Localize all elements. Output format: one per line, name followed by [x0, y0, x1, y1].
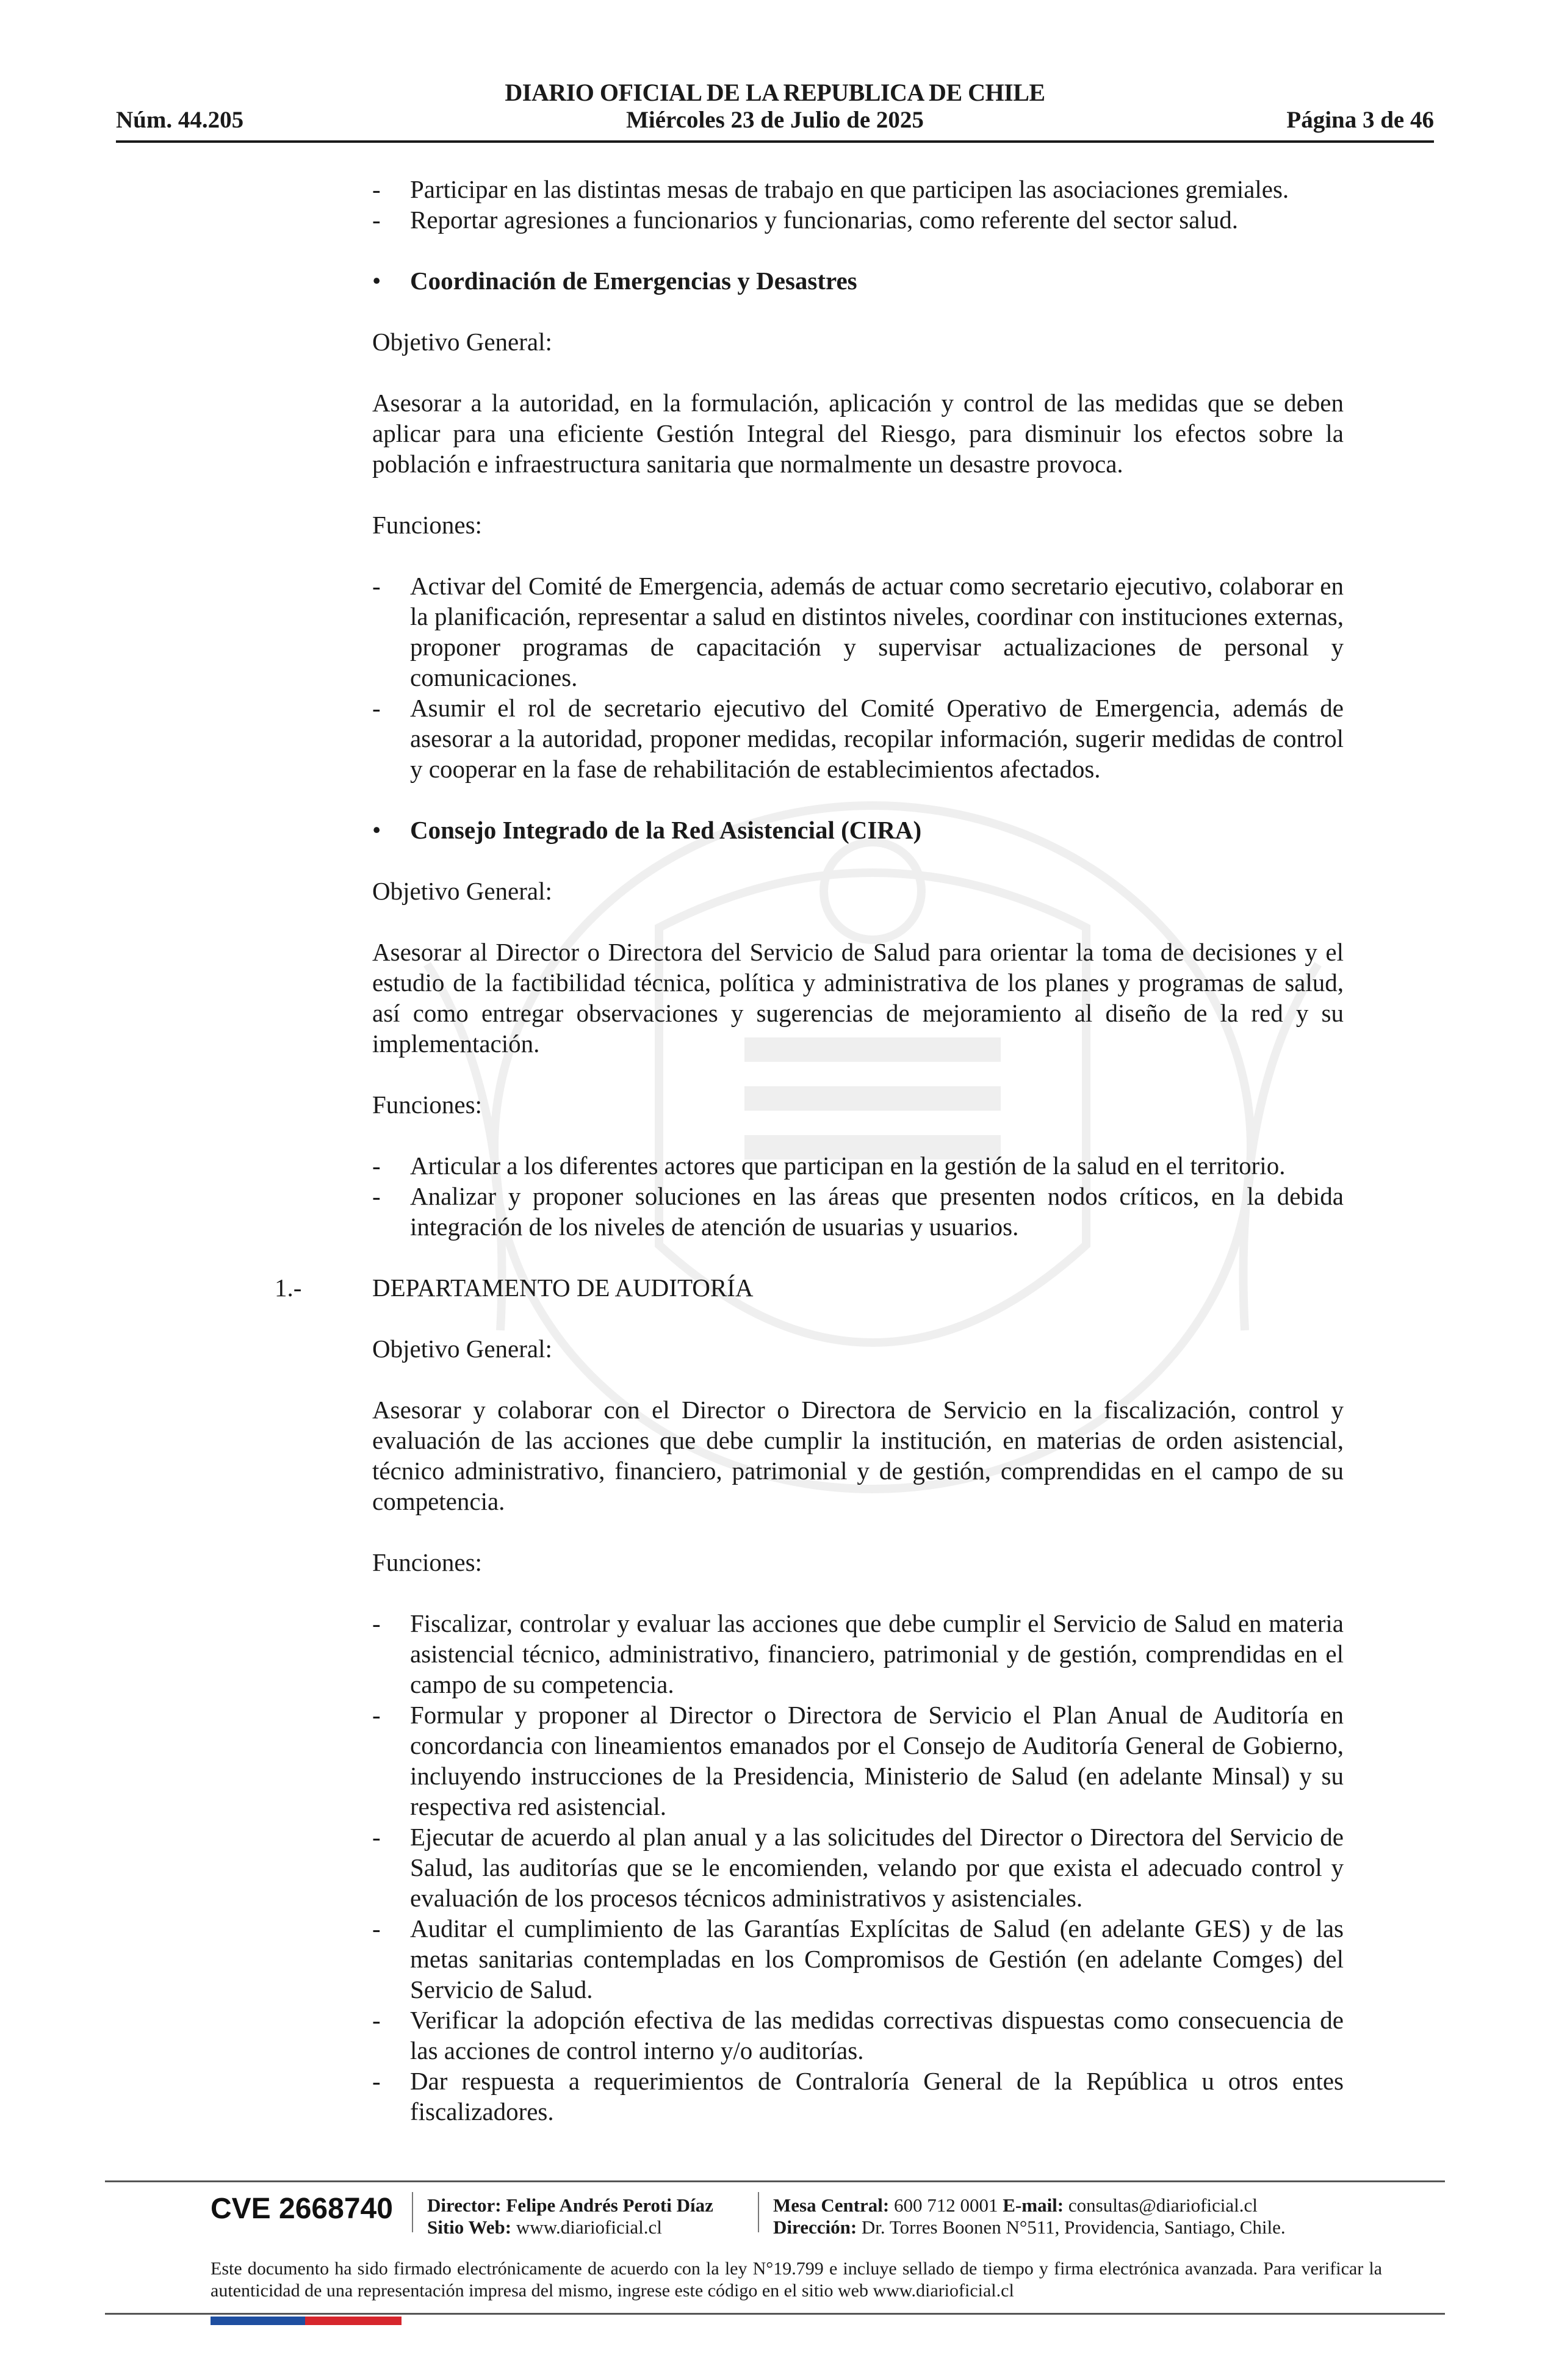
list-item: - Verificar la adopción efectiva de las medidas correctivas dispuestas como consecuencia de las acciones de control interno y/o auditorías. — [372, 2006, 1344, 2064]
cve-code: CVE 2668740 — [211, 2193, 393, 2225]
email-link[interactable]: consultas@diarioficial.cl — [1068, 2194, 1258, 2216]
functions-label: Funciones: — [372, 511, 482, 539]
web-link[interactable]: www.diarioficial.cl — [516, 2216, 662, 2238]
publication-title: DIARIO OFICIAL DE LA REPUBLICA DE CHILE — [505, 79, 1045, 106]
issue-date: Miércoles 23 de Julio de 2025 — [626, 107, 924, 133]
list-item: - Articular a los diferentes actores que participan en la gestión de la salud en el territorio. — [372, 1152, 1286, 1180]
list-item: - Dar respuesta a requerimientos de Contraloría General de la República u otros entes fiscalizadores. — [372, 2067, 1344, 2126]
list-item: - Fiscalizar, controlar y evaluar las acciones que debe cumplir el Servicio de Salud en materia asistencial técnico, administrativo, financiero, patrimonial y de gestión, comprendidas en el campo de su competencia. — [372, 1609, 1344, 1698]
list-item: - Asumir el rol de secretario ejecutivo del Comité Operativo de Emergencia, además de asesorar a la autoridad, proponer medidas, recopilar información, sugerir medidas de control y cooperar en la fase de rehabilitación de establecimientos afectados. — [372, 694, 1344, 783]
footer-contact-block — [773, 2194, 1286, 2238]
functions-list — [372, 1608, 1344, 2127]
header-divider — [116, 140, 1434, 143]
list-item: - Activar del Comité de Emergencia, además de actuar como secretario ejecutivo, colaborar en la planificación, representar a salud en distintos niveles, coordinar con instituciones externas, proponer programas de capacitación y supervisar actualizaciones de personal y comunicaciones. — [372, 572, 1344, 691]
page-footer — [211, 2190, 1431, 2238]
functions-list — [372, 1150, 1344, 1242]
email-label: E-mail: — [1003, 2194, 1064, 2216]
functions-label: Funciones: — [372, 1548, 482, 1576]
document-body — [275, 174, 1344, 2127]
functions-label: Funciones: — [372, 1091, 482, 1119]
phone-number: 600 712 0001 — [894, 2194, 998, 2216]
list-item: - Reportar agresiones a funcionarios y funcionarias, como referente del sector salud. — [372, 206, 1239, 234]
footer-director-block — [427, 2194, 713, 2238]
footer-separator — [412, 2192, 413, 2232]
page-number: Página 3 de 46 — [1286, 107, 1434, 133]
footer-separator — [758, 2192, 759, 2232]
address-text: Dr. Torres Boonen N°511, Providencia, Santiago, Chile. — [861, 2216, 1286, 2238]
web-label: Sitio Web: — [427, 2216, 512, 2238]
objective-text: Asesorar al Director o Directora del Servicio de Salud para orientar la toma de decisiones y el estudio de la factibilidad técnica, política y administrativa de los planes y programas de salud, así como entregar observaciones y sugerencias de mejoramiento al diseño de la red y su implementación. — [372, 938, 1344, 1058]
objective-label: Objetivo General: — [372, 1335, 552, 1363]
flag-stripe-red — [305, 2317, 402, 2325]
objective-text: Asesorar y colaborar con el Director o Directora de Servicio en la fiscalización, control y evaluación de las acciones que debe cumplir la institución, en materias de orden asistencial, técnico administrativo, financiero, patrimonial y de gestión, comprendidas en el campo de su competencia. — [372, 1396, 1344, 1515]
list-item: - Formular y proponer al Director o Directora de Servicio el Plan Anual de Auditoría en concordancia con lineamientos emanados por el Consejo de Auditoría General de Gobierno, incluyendo instrucciones de la Presidencia, Ministerio de Salud (en adelante Minsal) y su respectiva red asistencial. — [372, 1701, 1344, 1820]
list-item: - Auditar el cumplimiento de las Garantías Explícitas de Salud (en adelante GES) y de las metas sanitarias contempladas en los Compromisos de Gestión (en adelante Comges) del Servicio de Salud. — [372, 1914, 1344, 2003]
legal-notice: Este documento ha sido firmado electrónicamente de acuerdo con la ley N°19.799 e incluye sellado de tiempo y firma electrónica avanzada. Para verificar la autenticidad de una representación impresa del mismo, ingrese este código en el sitio web www.diarioficial.cl — [211, 2259, 1382, 2301]
objective-label: Objetivo General: — [372, 877, 552, 905]
objective-text: Asesorar a la autoridad, en la formulación, aplicación y control de las medidas que se deben aplicar para una eficiente Gestión Integral del Riesgo, para disminuir los efectos sobre la población e infraestructura sanitaria que normalmente un desastre provoca. — [372, 389, 1344, 478]
page-header — [116, 72, 1434, 145]
section-heading: • Consejo Integrado de la Red Asistencial (CIRA) — [372, 816, 922, 844]
section-heading: • Coordinación de Emergencias y Desastres — [372, 267, 857, 295]
department-heading: 1.- DEPARTAMENTO DE AUDITORÍA — [275, 1274, 754, 1302]
flag-stripe-blue — [211, 2317, 305, 2325]
director-label: Director: — [427, 2194, 502, 2216]
footer-divider-bottom — [105, 2313, 1445, 2315]
list-item: - Analizar y proponer soluciones en las áreas que presenten nodos críticos, en la debida integración de los niveles de atención de usuarias y usuarios. — [372, 1182, 1344, 1241]
director-name: Felipe Andrés Peroti Díaz — [506, 2194, 713, 2216]
list-item: - Participar en las distintas mesas de trabajo en que participen las asociaciones gremiales. — [372, 175, 1289, 203]
objective-label: Objetivo General: — [372, 328, 552, 356]
footer-divider-top — [105, 2180, 1445, 2182]
phone-label: Mesa Central: — [773, 2194, 890, 2216]
functions-list — [372, 571, 1344, 784]
list-item: - Ejecutar de acuerdo al plan anual y a las solicitudes del Director o Directora del Servicio de Salud, las auditorías que se le encomienden, velando por que exista el adecuado control y evaluación de los procesos técnicos administrativos y asistenciales. — [372, 1823, 1344, 1912]
issue-number: Núm. 44.205 — [116, 107, 244, 133]
address-label: Dirección: — [773, 2216, 857, 2238]
